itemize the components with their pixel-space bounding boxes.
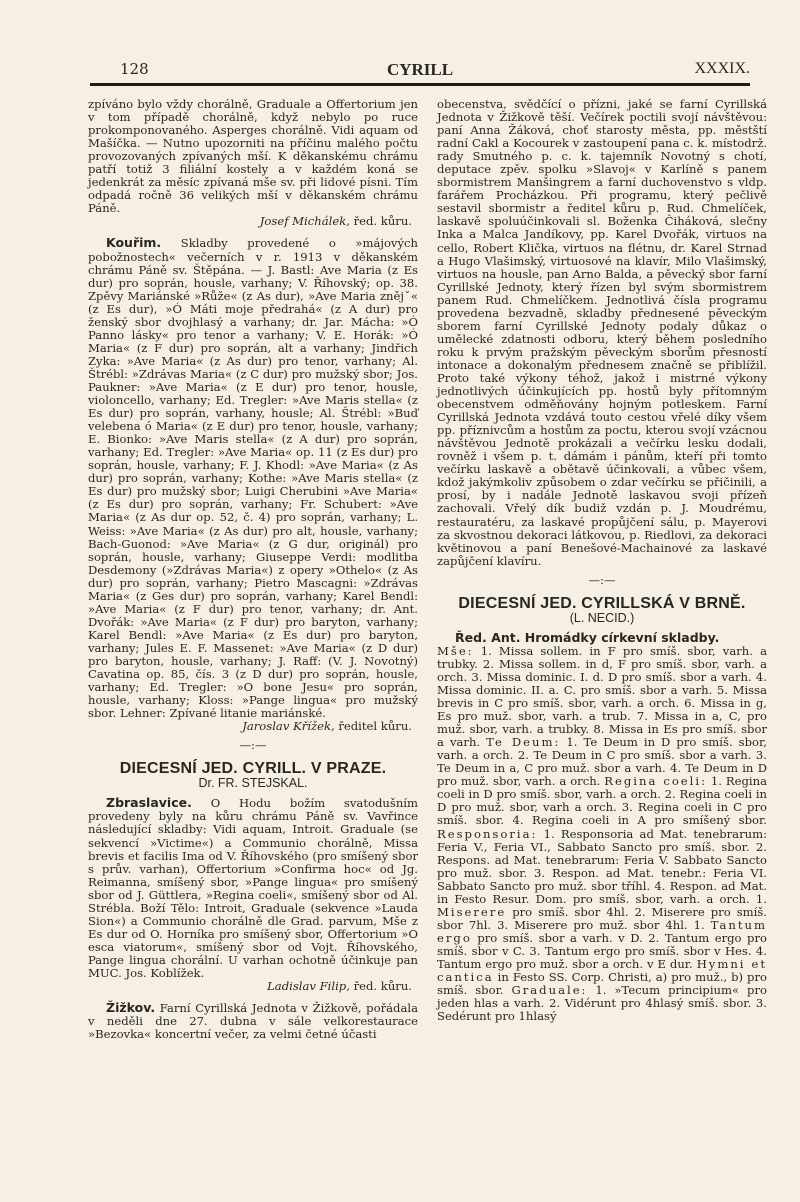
report-kourim: [88, 236, 418, 720]
place-heading: Kouřim.: [106, 235, 162, 251]
category-text: in Festo SS. Corp. Christi, a) pro muž., b) pro smíš. sbor.: [437, 970, 767, 998]
section-subtitle: Dr. FR. STEJSKAL.: [198, 776, 308, 791]
report-zbraslavice: [88, 796, 418, 980]
place-heading: Žižkov.: [106, 1000, 156, 1016]
category-label: Hymni et cantica: [437, 957, 767, 985]
category-label: Mše:: [437, 643, 474, 658]
category-label: Responsoria:: [437, 826, 538, 841]
category-label: Graduale:: [511, 983, 588, 998]
category-label: Regina coeli:: [604, 774, 707, 789]
category-label: Te Deum:: [486, 735, 561, 750]
report-zizkov: [88, 1001, 418, 1041]
signature-role: ředitel kůru.: [334, 719, 412, 734]
category-text: 1. Missa sollem. in F pro smíš. sbor, varh. a trubky. 2. Missa sollem. in d, F pro smíš. sbor, varh. a orch. 3. Missa dominic. I. d. D pro smíš. sbor a varh. 4. Missa dominic. II. a. C. pro smíš. sbor a varh. 5. Missa brevis in C pro smíš. sbor, varh. a orch. 6. Missa in g, Es pro muž. sbor, varh. a trub. 7. Missa in a, C, pro muž. sbor, varh. a trubky. 8. Missa in Es pro smíš. sbor a varh.: [437, 643, 767, 750]
section-subtitle: (L. NECID.): [569, 610, 635, 625]
category-label: Miserere: [437, 904, 507, 919]
separator: —:—: [239, 738, 267, 753]
right-column: [437, 98, 767, 1023]
left-column: [88, 98, 418, 1041]
signature: [88, 980, 418, 993]
report-text: O Hodu božím svatodušním provedeny byly na kůru chrámu Páně sv. Vavřince následující skladby: Vidi aquam, Introit. Graduale (se sekvencí »Victime«) a Communio chorálně, Missa brevis et facilis Ima od V. Říhovského (pro smíšený sbor s prův. varhan), Offertorium »Confirma hoc« od Jg. Reimanna, smíšený sbor, »Pange lingua« pro smíšený sbor od J. Güttlera, »Regina coeli«, smíšený sbor od Al. Strébla. Boží Tělo: Introit, Graduale (sekvence »Lauda Sion«) a Communio chorálně dle Grad. parvum, Mše z Es dur od O. Horníka pro smíšený sbor, Offertorium »O esca viatorum«, smíšený sbor od Vojt. Říhovského, Pange lingua chorální. U varhan ochotně účinkuje pan MUC. Jos. Koblížek.: [88, 796, 418, 980]
separator: —:—: [588, 572, 616, 587]
signature: [88, 215, 418, 228]
report-zizkov-continued: obecenstva, svědčící o přízni, jaké se farní Cyrillská Jednota v Žižkově těší. Večírek poctili svojí návštěvou: paní Anna Žáková, choť starosty města, pp. městští radní Cakl a Kocourek v zastoupení pana c. k. místodrž. rady Smutného p. c. k. tajemník Novotný s chotí, deputace zpěv. spolku »Slavoj« v Karlíně s panem sbormistrem Manšingrem a farní duchovenstvo s vldp. farářem Procházkou. Při programu, který pečlivě sestavil sbormistr a ředitel kůru p. Rud. Chmelíček, laskavě spoluúčinkovali sl. Boženka Čiháková, slečny Inka a Malca Jandíkovy, pp. Karel Dvořák, virtuos na cello, Robert Klička, virtuos na flétnu, dr. Karel Strnad a Hugo Vlašimský, virtuosové na klavír, Milo Vlašimský, virtuos na housle, pan Arno Balda, a pěvecký sbor farní Cyrillské Jednoty, který řízen byl svým sbormistrem panem Rud. Chmelíčkem. Jednotlivá čísla programu provedena bezvadně, skladby přednesené pěveckým sborem farní Cyrillské Jednoty podaly důkaz o umělecké zdatnosti odboru, který během posledního roku k prvým pražským pěveckým sborům přesností intonace a dokonalým přednesem značně se přiblížil. Proto také výkony téhož, jakož i mistrné výkony jednotlivých účinkujících pp. hostů byly přítomným obecenstvem odměňovány hojným potleskem. Farní Cyrillská Jednota vzdává touto cestou vřelé díky všem pp. příznivcům a hostům za poctu, kterou svojí vzácnou návštěvou Jednotě prokázali a večírku lesku dodali, rovněž i všem p. t. dámám i pánům, kteří při tomto večírku laskavě a obětavě účinkovali, a vůbec všem, kdož jakýmkoliv způsobem o zdar večírku se přičinili, a prosí, by i nadále Jednotě laskavou svoji přízeň zachovali. Vřelý dík budiž vzdán p. J. Moudrému, restauratéru, za laskavé propůjčení sálu, p. Mayerovi za skvostnou dekoraci látkovou, p. Riedlovi, za dekoraci květinovou a paní Benešové-Machainové za laskavé zapůjčení klavíru.: [437, 97, 767, 568]
category-label: Tantum ergo: [437, 917, 767, 945]
signature-name: Ladislav Filip,: [267, 979, 350, 994]
category-text: pro smíš. sbor 4hl. 2. Miserere pro smíš. sbor 7hl. 3. Miserere pro muž. sbor 4hl. 1.: [437, 904, 767, 932]
paragraph: zpíváno bylo vždy chorálně, Graduale a Offertorium jen v tom případě chorálně, když nebylo po ruce prokomponovaného. Asperges chorálně. Vidi aquam od Mašíčka. — Nutno upozorniti na příčinu malého počtu provozovaných zpívaných mší. K děkanskému chrámu patří totiž 3 filiální kostely a v každém koná se jedenkrát za měsíc zpívaná mše sv. při lidové písni. Tím odpadá ročně 36 velikých mší v děkanském chrámu Páně.: [88, 97, 418, 216]
compositions-list: [437, 645, 767, 1023]
place-heading: Zbraslavice.: [106, 795, 192, 811]
report-text: Skladby provedené o »májových pobožnostech« večerních v r. 1913 v děkanském chrámu Páně sv. Štěpána. — J. Bastl: Ave Maria (z Es dur) pro soprán, housle, varhany; V. Říhovský; op. 38. Zpěvy Mariánské »Růže« (z As dur), »Ave Maria znějˇ« (z Es dur), »Ó Máti moje předrahá« (z A dur) pro ženský sbor dvojhlasý a varhany; dr. Jar. Mácha: »Ó Panno lásky« pro tenor a varhany; V. E. Horák: »Ó Maria« (z F dur) pro soprán, alt a varhany; Jindřich Zyka: »Ave Maria« (z As dur) pro tenor, varhany; Al. Štrébl: »Zdrávas Maria« (z C dur) pro mužský sbor; Jos. Paukner: »Ave Maria« (z E dur) pro tenor, housle, violoncello, varhany; Ed. Tregler: »Ave Maris stella« (z Es dur) pro soprán, varhany, housle; Al. Štrébl: »Buď velebena ó Maria« (z E dur) pro tenor, housle, varhany; E. Bionko: »Ave Maris stella« (z A dur) pro soprán, varhany; Ed. Tregler: »Ave Maria« op. 11 (z Es dur) pro soprán, housle, varhany; F. J. Khodl: »Ave Maria« (z As dur) pro soprán, varhany; Kothe: »Ave Maris stella« (z Es dur) pro mužský sbor; Luigi Cherubini »Ave Maria« (z Es dur) pro soprán, varhany; Fr. Schubert: »Ave Maria« (z As dur op. 52, č. 4) pro soprán, varhany; L. Weiss: »Ave Maria« (z As dur) pro alt, housle, varhany; Bach-Guonod: »Ave Maria« (z G dur, originál) pro soprán, housle, varhany; Giuseppe Verdi: modlitba Desdemony (»Zdrávas Maria«) z opery »Othelo« (z As dur) pro soprán, varhany; Pietro Mascagni: »Zdrávas Maria« (z Ges dur) pro soprán, varhany; Karel Bendl: »Ave Maria« (z F dur) pro tenor, varhany; dr. Ant. Dvořák: »Ave Maria« (z F dur) pro baryton, varhany; Karel Bendl: »Ave Maria« (z Es dur) pro baryton, varhany; Jules E. F. Massenet: »Ave Maria« (z D dur) pro baryton, housle, varhany; J. Raff: (V. J. Novotný) Cavatina op. 85, čís. 3 (z D dur) pro soprán, housle, varhany; Ed. Tregler: »O bone Jesu« pro soprán, housle, varhany; Kloss: »Pange lingua« pro mužský sbor. Lehner: Zpívané litanie mariánské.: [88, 236, 418, 721]
section-title: DIECESNÍ JED. CYRILLSKÁ V BRNĚ.: [458, 594, 746, 612]
category-text: 1. Responsoria ad Mat. tenebrarum: Feria V., Feria VI., Sabbato Sancto pro smíš. sbor. 2. Respons. ad Mat. tenebrarum: Feria V. Sabbato Sancto pro muž. sbor. 3. Respon. ad Mat. tenebr.: Feria VI. Sabbato Sancto pro muž. sbor tříhl. 4. Respon. ad Mat. in Festo Resur. Dom. pro smíš. sbor, varh. a orch. 1.: [437, 826, 767, 906]
signature-role: řed. kůru.: [349, 979, 412, 994]
signature-role: řed. kůru.: [349, 214, 412, 229]
journal-title: CYRILL: [386, 60, 454, 79]
list-heading-text: Řed. Ant. Hromádky církevní skladby.: [455, 629, 720, 645]
signature: [88, 720, 418, 733]
list-heading: [437, 631, 767, 645]
category-text: 1. Regina coeli in D pro smíš. sbor, varh. a orch. 2. Regina coeli in D pro muž. sbor, varh a orch. 3. Regina coeli in C pro smíš. sbor. 4. Regina coeli in A pro smíšený sbor.: [437, 774, 767, 828]
signature-name: Josef Michálek,: [259, 214, 350, 229]
signature-name: Jaroslav Křížek,: [242, 719, 335, 734]
category-text: 1. »Tecum principium« pro jeden hlas a varh. 2. Vidérunt pro 4hlasý smíš. sbor. 3. Sedérunt pro 1hlasý: [437, 983, 767, 1024]
category-text: pro smíš. sbor a varh. v D. 2. Tantum ergo pro smíš. sbor v C. 3. Tantum ergo pro smíš. sbor v Hes. 4. Tantum ergo pro muž. sbor a orch. v E dur.: [437, 930, 767, 971]
volume-number: XXXIX.: [694, 60, 750, 77]
report-text: Farní Cyrillská Jednota v Žižkově, pořádala v neděli dne 27. dubna v sále velkorestaurace »Bezovka« koncertní večer, za velmi četné účasti: [88, 1001, 418, 1042]
page-number: 128: [120, 60, 149, 78]
section-title: DIECESNÍ JED. CYRILL. V PRAZE.: [119, 760, 387, 778]
category-text: 1. Te Deum in D pro smíš. sbor, varh. a orch. 2. Te Deum in C pro smíš. sbor a varh. 3. Te Deum in a, C pro muž. sbor a varh. 4. Te Deum in D pro muž. sbor, varh. a orch.: [437, 735, 767, 789]
header-rule: [90, 83, 750, 86]
